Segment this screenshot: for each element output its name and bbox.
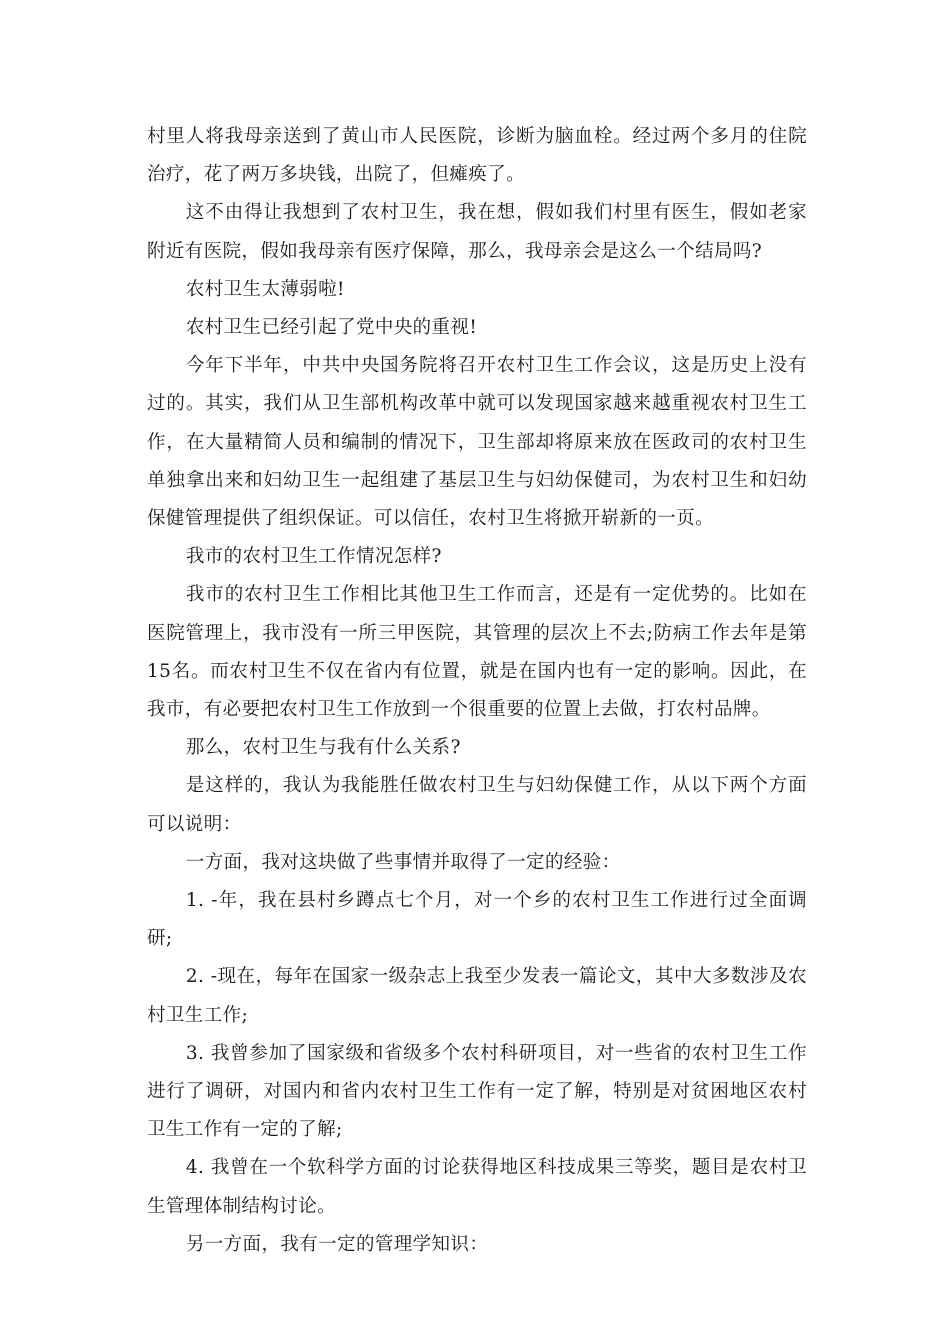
document-body xyxy=(147,118,807,1264)
paragraph: 我市的农村卫生工作相比其他卫生工作而言，还是有一定优势的。比如在医院管理上，我市没有一所三甲医院，其管理的层次上不去;防病工作去年是第15名。而农村卫生不仅在省内有位置，就是在国内也有一定的影响。因此，在我市，有必要把农村卫生工作放到一个很重要的位置上去做，打农村品牌。 xyxy=(147,584,807,721)
paragraph: 那么，农村卫生与我有什么关系? xyxy=(185,737,461,759)
paragraph: 一方面，我对这块做了些事情并取得了一定的经验： xyxy=(185,851,621,873)
paragraph: 今年下半年，中共中央国务院将召开农村卫生工作会议，这是历史上没有过的。其实，我们从卫生部机构改革中就可以发现国家越来越重视农村卫生工作，在大量精简人员和编制的情况下，卫生部却将原来放在医政司的农村卫生单独拿出来和妇幼卫生一起组建了基层卫生与妇幼保健司，为农村卫生和妇幼保健管理提供了组织保证。可以信任，农村卫生将掀开崭新的一页。 xyxy=(147,355,807,530)
list-item: 1. -年，我在县村乡蹲点七个月，对一个乡的农村卫生工作进行过全面调研; xyxy=(147,890,807,950)
paragraph: 另一方面，我有一定的管理学知识： xyxy=(185,1233,489,1255)
paragraph: 这不由得让我想到了农村卫生，我在想，假如我们村里有医生，假如老家附近有医院，假如我母亲有医疗保障，那么，我母亲会是这么一个结局吗? xyxy=(147,202,807,262)
paragraph: 农村卫生太薄弱啦! xyxy=(185,278,345,300)
paragraph: 我市的农村卫生工作情况怎样? xyxy=(185,546,442,568)
list-item: 2. -现在，每年在国家一级杂志上我至少发表一篇论文，其中大多数涉及农村卫生工作; xyxy=(147,966,807,1026)
list-item: 3. 我曾参加了国家级和省级多个农村科研项目，对一些省的农村卫生工作进行了调研，对国内和省内农村卫生工作有一定了解，特别是对贫困地区农村卫生工作有一定的了解; xyxy=(147,1042,807,1141)
paragraph: 村里人将我母亲送到了黄山市人民医院，诊断为脑血栓。经过两个多月的住院治疗，花了两万多块钱，出院了，但瘫痪了。 xyxy=(147,126,807,186)
paragraph: 是这样的，我认为我能胜任做农村卫生与妇幼保健工作，从以下两个方面可以说明： xyxy=(147,775,807,835)
list-item: 4. 我曾在一个软科学方面的讨论获得地区科技成果三等奖，题目是农村卫生管理体制结构讨论。 xyxy=(147,1157,807,1217)
paragraph: 农村卫生已经引起了党中央的重视! xyxy=(185,317,478,339)
